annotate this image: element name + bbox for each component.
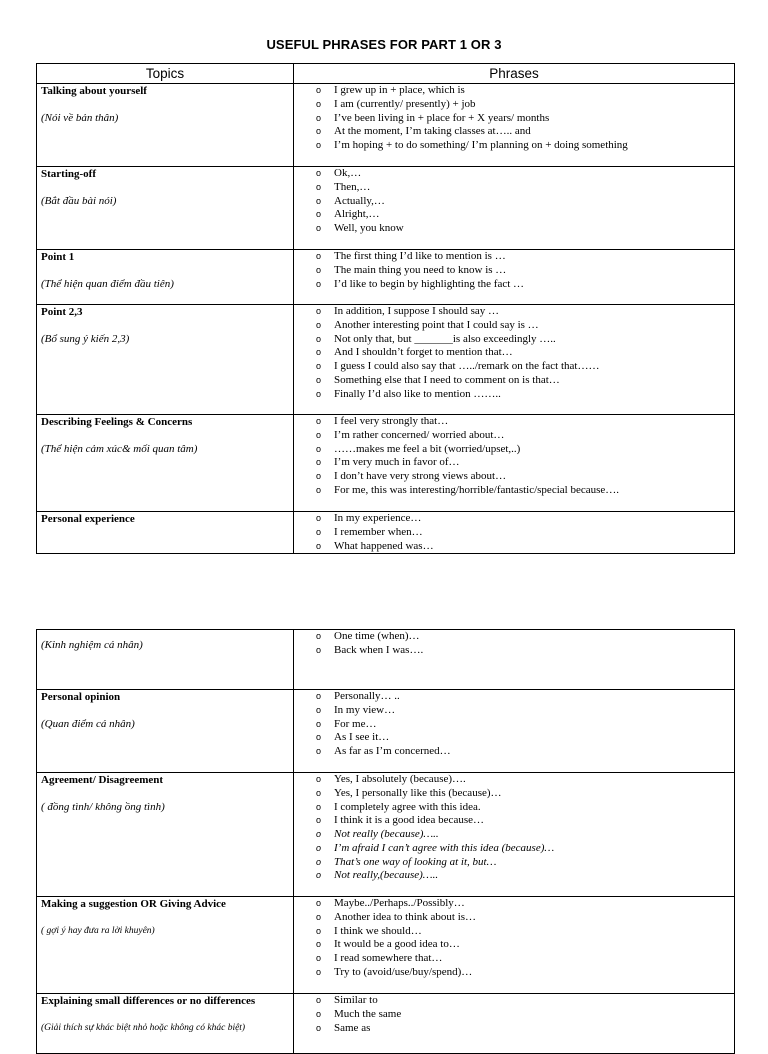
topic-english: Point 1 [41,251,75,263]
table-row [37,630,735,690]
phrase-item: o I’ve been living in + place for + X years/ months [316,112,734,126]
phrase-item: o Yes, I personally like this (because)… [316,787,734,801]
phrase-item: o It would be a good idea to… [316,938,734,952]
topic-english: Personal experience [41,513,135,525]
phrase-item: o I’m hoping + to do something/ I’m planning on + doing something [316,139,734,153]
topic-cell [37,250,294,305]
phrase-item: o I think it is a good idea because… [316,814,734,828]
topic-vietnamese: (Nói về bản thân) [41,112,119,124]
phrase-item: o That’s one way of looking at it, but… [316,856,734,870]
phrase-item: o Yes, I absolutely (because)…. [316,773,734,787]
topic-cell [37,773,294,897]
phrase-list [294,415,734,498]
phrases-cell [294,630,735,690]
phrase-item: o And I shouldn’t forget to mention that… [316,346,734,360]
table-row [37,512,735,554]
phrase-item: o Something else that I need to comment on is that… [316,374,734,388]
phrase-item: o Same as [316,1022,734,1036]
phrase-item: o Then,… [316,181,734,195]
phrase-list [294,773,734,883]
phrase-list [294,690,734,759]
phrase-item: o I feel very strongly that… [316,415,734,429]
phrase-item: o As I see it… [316,731,734,745]
topic-cell [37,630,294,690]
phrase-list [294,305,734,401]
phrase-item: o The first thing I’d like to mention is … [316,250,734,264]
topic-cell [37,84,294,167]
phrases-cell [294,512,735,554]
phrase-list [294,994,734,1035]
topic-vietnamese: (Kinh nghiệm cá nhân) [41,639,143,651]
phrase-item: o The main thing you need to know is … [316,264,734,278]
topic-english: Describing Feelings & Concerns [41,416,193,428]
topic-cell [37,690,294,773]
phrases-cell [294,897,735,994]
phrase-item: o I don’t have very strong views about… [316,470,734,484]
phrase-list [294,630,734,658]
phrase-item: o For me, this was interesting/horrible/fantastic/special because…. [316,484,734,498]
phrase-item: o As far as I’m concerned… [316,745,734,759]
phrase-item: o One time (when)… [316,630,734,644]
topic-cell [37,167,294,250]
phrase-item: o I guess I could also say that …../remark on the fact that…… [316,360,734,374]
phrase-item: o Personally… .. [316,690,734,704]
table-row [37,415,735,512]
phrase-list [294,250,734,291]
phrases-cell [294,250,735,305]
phrase-item: o Back when I was…. [316,644,734,658]
topic-vietnamese: ( đồng tình/ không ồng tình) [41,801,165,813]
phrase-list [294,84,734,153]
phrase-item: o I completely agree with this idea. [316,801,734,815]
phrase-item: o I’m afraid I can’t agree with this idea (because)… [316,842,734,856]
phrase-item: o Not really (because)….. [316,828,734,842]
phrase-item: o In my experience… [316,512,734,526]
phrase-item: o Much the same [316,1008,734,1022]
table-row [37,305,735,415]
phrase-item: o I read somewhere that… [316,952,734,966]
phrase-item: o ……makes me feel a bit (worried/upset,..) [316,443,734,457]
topic-vietnamese: (Bắt đầu bài nói) [41,195,117,207]
phrase-list [294,897,734,980]
table-row [37,773,735,897]
topic-vietnamese: (Thể hiện quan điểm đầu tiên) [41,278,174,290]
header-phrases: Phrases [294,64,735,84]
topic-english: Starting-off [41,168,96,180]
phrase-item: o In addition, I suppose I should say … [316,305,734,319]
table-row [37,84,735,167]
phrase-item: o Try to (avoid/use/buy/spend)… [316,966,734,980]
phrase-item: o I am (currently/ presently) + job [316,98,734,112]
phrase-list [294,167,734,236]
topic-english: Agreement/ Disagreement [41,774,164,786]
phrases-table [36,63,735,554]
phrase-item: o Another idea to think about is… [316,911,734,925]
header-topics: Topics [37,64,294,84]
phrase-item: o I’d like to begin by highlighting the fact … [316,278,734,292]
phrase-item: o Another interesting point that I could say is … [316,319,734,333]
document-title: USEFUL PHRASES FOR PART 1 OR 3 [266,37,502,52]
phrase-item: o Well, you know [316,222,734,236]
table-row [37,897,735,994]
phrase-item: o In my view… [316,704,734,718]
table-row [37,250,735,305]
phrases-table-continued [36,629,735,1054]
phrases-cell [294,167,735,250]
phrase-item: o At the moment, I’m taking classes at….. and [316,125,734,139]
phrases-cell [294,84,735,167]
phrase-item: o I think we should… [316,925,734,939]
topic-cell [37,512,294,554]
phrase-item: o What happened was… [316,540,734,554]
table-row [37,167,735,250]
phrases-cell [294,690,735,773]
topic-vietnamese: (Bổ sung ý kiến 2,3) [41,333,130,345]
phrase-item: o Not really,(because)….. [316,869,734,883]
phrases-cell [294,773,735,897]
topic-cell [37,897,294,994]
topic-english: Personal opinion [41,691,121,703]
phrase-item: o Finally I’d also like to mention …….. [316,388,734,402]
table-header-row [37,64,735,84]
phrase-item: o For me… [316,718,734,732]
phrase-item: o I’m rather concerned/ worried about… [316,429,734,443]
topic-vietnamese: (Thể hiện cảm xúc& mối quan tâm) [41,443,198,455]
phrase-item: o I grew up in + place, which is [316,84,734,98]
topic-vietnamese: ( gợi ý hay đưa ra lời khuyên) [41,926,155,936]
phrase-item: o Ok,… [316,167,734,181]
phrase-item: o Similar to [316,994,734,1008]
phrase-item: o I remember when… [316,526,734,540]
topic-vietnamese: (Quan điểm cá nhân) [41,718,135,730]
topic-english: Explaining small differences or no differences [41,995,256,1007]
topic-english: Point 2,3 [41,306,83,318]
phrases-cell [294,305,735,415]
topic-vietnamese: (Giải thích sự khác biệt nhỏ hoặc không có khác biệt) [41,1023,246,1033]
table-row [37,690,735,773]
phrase-item: o I’m very much in favor of… [316,456,734,470]
phrase-list [294,512,734,553]
topic-english: Making a suggestion OR Giving Advice [41,898,226,910]
topic-cell [37,415,294,512]
phrase-item: o Alright,… [316,208,734,222]
phrase-item: o Actually,… [316,195,734,209]
phrases-cell [294,415,735,512]
topic-english: Talking about yourself [41,85,147,97]
phrase-item: o Not only that, but _______is also exceedingly ….. [316,333,734,347]
phrase-item: o Maybe../Perhaps../Possibly… [316,897,734,911]
topic-cell [37,305,294,415]
